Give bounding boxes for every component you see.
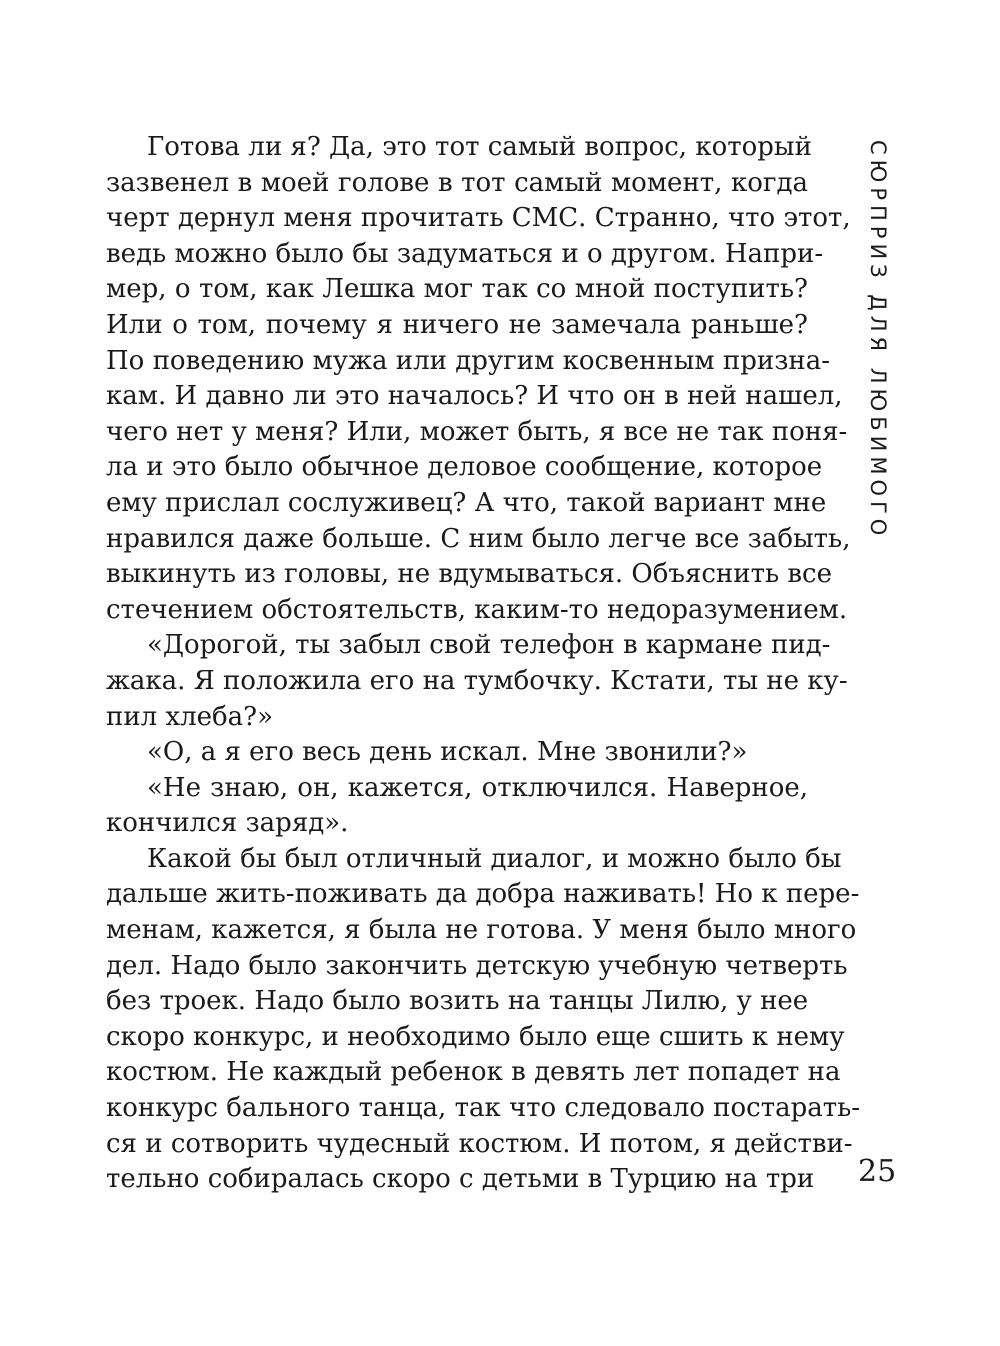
text-line: костюм. Не каждый ребенок в девять лет попадет на xyxy=(106,1057,841,1088)
text-line: пил хлеба?» xyxy=(106,701,274,732)
text-line: скоро конкурс, и необходимо было еще сшить к нему xyxy=(106,1021,845,1052)
text-line: мер, о том, как Лешка мог так со мной поступить? xyxy=(106,274,808,305)
text-line: Какой бы был отличный диалог, и можно было бы xyxy=(147,843,842,874)
text-line: без троек. Надо было возить на танцы Лилю, у нее xyxy=(106,986,809,1017)
page-number: 25 xyxy=(858,1154,897,1189)
text-line: По поведению мужа или другим косвенным призна- xyxy=(106,345,831,376)
text-line: чего нет у меня? Или, может быть, я все не так поня- xyxy=(106,416,848,447)
text-line: жака. Я положила его на тумбочку. Кстати, ты не ку- xyxy=(106,665,848,696)
text-line: черт дернул меня прочитать СМС. Странно, что этот, xyxy=(106,203,851,234)
text-line: «О, а я его весь день искал. Мне звонили?» xyxy=(147,737,748,768)
text-line: кончился заряд». xyxy=(106,808,349,839)
text-line: ведь можно было бы задуматься и о другом. Напри- xyxy=(106,238,824,269)
text-line: дел. Надо было закончить детскую учебную четверть xyxy=(106,950,848,981)
text-line: конкурс бального танца, так что следовало постарать- xyxy=(106,1093,861,1124)
text-line: ла и это было обычное деловое сообщение, которое xyxy=(106,452,823,483)
text-line: тельно собиралась скоро с детьми в Турцию на три xyxy=(106,1164,815,1195)
text-line: зазвенел в моей голове в тот самый момент, когда xyxy=(106,167,808,198)
text-line: нравился даже больше. С ним было легче все забыть, xyxy=(106,523,851,554)
text-line: кам. И давно ли это началось? И что он в ней нашел, xyxy=(106,381,843,412)
text-line: «Дорогой, ты забыл свой телефон в кармане пид- xyxy=(147,630,831,661)
text-line: Или о том, почему я ничего не замечала раньше? xyxy=(106,309,808,340)
running-head: СЮРПРИЗ ДЛЯ ЛЮБИМОГО xyxy=(866,140,890,541)
text-line: Готова ли я? Да, это тот самый вопрос, который xyxy=(147,132,812,162)
text-line: выкинуть из головы, не вдумываться. Объяснить все xyxy=(106,559,832,590)
body-text xyxy=(106,130,861,1198)
text-line: ему прислал сослуживец? А что, такой вариант мне xyxy=(106,487,827,518)
text-line: дальше жить-поживать да добра наживать! Но к пере- xyxy=(106,879,860,910)
text-line: стечением обстоятельств, каким-то недоразумением. xyxy=(106,594,848,625)
text-line: ся и сотворить чудесный костюм. И потом, я действи- xyxy=(106,1128,853,1159)
text-line: «Не знаю, он, кажется, отключился. Наверное, xyxy=(147,772,808,803)
text-line: менам, кажется, я была не готова. У меня было много xyxy=(106,915,857,946)
